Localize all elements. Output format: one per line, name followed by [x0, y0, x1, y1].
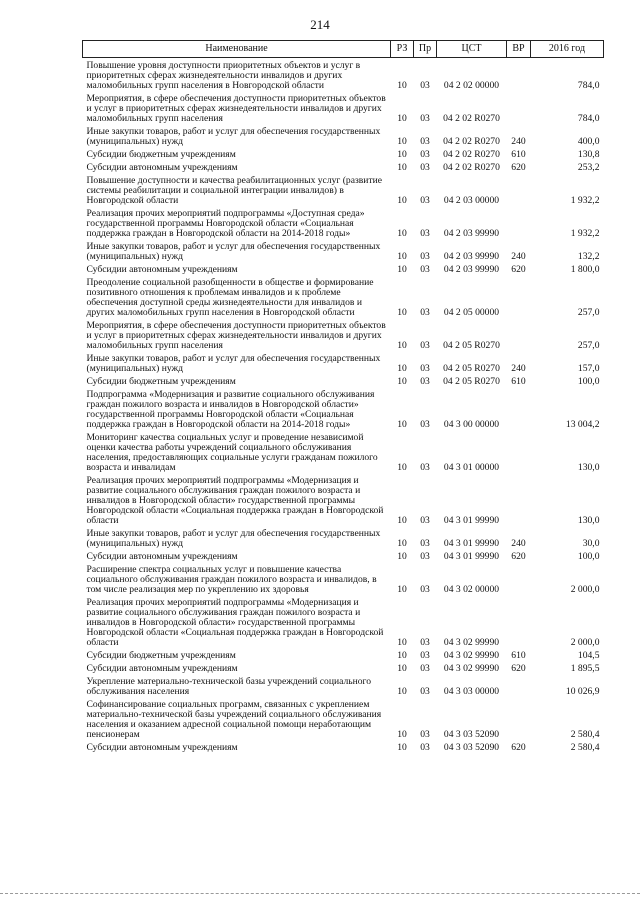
row-rz: 10: [397, 228, 407, 239]
row-cst: 04 2 03 99990: [443, 228, 500, 239]
row-amount: 2 580,4: [570, 729, 600, 740]
row-rz: 10: [397, 80, 407, 91]
row-pr: 03: [420, 663, 430, 674]
row-cst: 04 3 01 99990: [443, 551, 500, 562]
row-pr: 03: [420, 376, 430, 387]
table-row: [83, 58, 604, 92]
row-vr: [507, 318, 531, 351]
row-rz: 10: [397, 663, 407, 674]
row-rz: 10: [397, 195, 407, 206]
table-row: [83, 262, 604, 275]
row-amount: 130,0: [577, 515, 600, 526]
row-cst: 04 2 02 R0270: [443, 136, 500, 147]
row-cst: 04 2 02 R0270: [443, 149, 500, 160]
row-amount: 2 000,0: [570, 584, 600, 595]
row-vr: 620: [511, 264, 526, 275]
row-rz: 10: [397, 637, 407, 648]
row-vr: 610: [511, 149, 526, 160]
table-row: [83, 160, 604, 173]
row-vr: [507, 91, 531, 124]
row-rz: 10: [397, 515, 407, 526]
row-amount: 257,0: [577, 307, 600, 318]
row-vr: 240: [511, 251, 526, 262]
row-amount: 784,0: [577, 113, 600, 124]
row-rz: 10: [397, 686, 407, 697]
row-vr: [507, 674, 531, 697]
row-rz: 10: [397, 136, 407, 147]
row-name: Субсидии автономным учреждениям: [86, 551, 238, 562]
page-bottom-rule: [0, 893, 640, 894]
row-amount: 1 895,5: [570, 663, 600, 674]
row-cst: 04 2 02 00000: [443, 80, 500, 91]
row-pr: 03: [420, 228, 430, 239]
row-cst: 04 3 02 00000: [443, 584, 500, 595]
table-row: [83, 661, 604, 674]
row-amount: 257,0: [577, 340, 600, 351]
row-amount: 132,2: [577, 251, 600, 262]
row-rz: 10: [397, 419, 407, 430]
row-cst: 04 2 05 R0270: [443, 340, 500, 351]
row-vr: [507, 430, 531, 473]
row-pr: 03: [420, 307, 430, 318]
table-header-row: [83, 41, 604, 58]
row-pr: 03: [420, 462, 430, 473]
row-pr: 03: [420, 538, 430, 549]
row-cst: 04 2 05 00000: [443, 307, 500, 318]
row-vr: 620: [511, 742, 526, 753]
row-name: Субсидии автономным учреждениям: [86, 742, 238, 753]
budget-table: [82, 40, 604, 753]
row-vr: [507, 275, 531, 318]
row-name: Преодоление социальной разобщенности в обществе и формирование позитивного отношения к проблемам инвалидов и к проблеме обеспечения доступной среды жизнедеятельности для инвалидов и других маломобильных групп населения в Новгородской области: [86, 277, 374, 318]
row-pr: 03: [420, 113, 430, 124]
table-row: [83, 387, 604, 430]
header-vr: ВР: [507, 41, 531, 58]
row-vr: [507, 387, 531, 430]
row-cst: 04 2 03 99990: [443, 251, 500, 262]
row-amount: 1 932,2: [570, 195, 600, 206]
row-pr: 03: [420, 80, 430, 91]
row-name: Расширение спектра социальных услуг и повышение качества социального обслуживания граждан пожилого возраста и инвалидов, в том числе реализация мер по укреплению их здоровья: [86, 564, 377, 595]
row-pr: 03: [420, 650, 430, 661]
row-cst: 04 2 05 R0270: [443, 363, 500, 374]
row-name: Субсидии автономным учреждениям: [86, 264, 238, 275]
row-name: Субсидии автономным учреждениям: [86, 162, 238, 173]
row-name: Иные закупки товаров, работ и услуг для обеспечения государственных (муниципальных) нужд: [86, 528, 381, 549]
table-row: [83, 697, 604, 740]
row-pr: 03: [420, 742, 430, 753]
row-rz: 10: [397, 376, 407, 387]
row-vr: [507, 206, 531, 239]
row-pr: 03: [420, 251, 430, 262]
row-vr: [507, 595, 531, 648]
row-pr: 03: [420, 637, 430, 648]
page-number: 214: [310, 17, 330, 32]
row-amount: 253,2: [577, 162, 600, 173]
table-row: [83, 91, 604, 124]
row-name: Реализация прочих мероприятий подпрограммы «Модернизация и развитие социального обслуживания граждан пожилого возраста и инвалидов в Новгородской области» государственной программы Новгородской области «Социальная поддержка граждан в Новгородской области: [86, 597, 384, 648]
row-vr: 240: [511, 363, 526, 374]
table-row: [83, 173, 604, 206]
table-row: [83, 430, 604, 473]
row-rz: 10: [397, 307, 407, 318]
row-rz: 10: [397, 340, 407, 351]
row-vr: 610: [511, 376, 526, 387]
row-name: Повышение уровня доступности приоритетных объектов и услуг в приоритетных сферах жизнедеятельности инвалидов и других маломобильных групп населения в Новгородской области: [86, 60, 361, 91]
table-row: [83, 206, 604, 239]
row-amount: 10 026,9: [565, 686, 600, 697]
header-cst: ЦСТ: [437, 41, 507, 58]
row-pr: 03: [420, 149, 430, 160]
row-name: Субсидии бюджетным учреждениям: [86, 650, 236, 661]
row-vr: [507, 173, 531, 206]
row-rz: 10: [397, 113, 407, 124]
header-year: 2016 год: [531, 41, 604, 58]
row-amount: 2 000,0: [570, 637, 600, 648]
row-amount: 13 004,2: [565, 419, 600, 430]
row-amount: 130,0: [577, 462, 600, 473]
row-amount: 784,0: [577, 80, 600, 91]
table-row: [83, 374, 604, 387]
row-name: Подпрограмма «Модернизация и развитие социального обслуживания граждан пожилого возраста и инвалидов в Новгородской области» государственной программы Новгородской области «Социальная поддержка граждан в Новгородской области на 2014-2018 годы»: [86, 389, 375, 430]
row-amount: 30,0: [582, 538, 600, 549]
row-name: Иные закупки товаров, работ и услуг для обеспечения государственных (муниципальных) нужд: [86, 353, 381, 374]
header-rz: РЗ: [391, 41, 414, 58]
table-row: [83, 740, 604, 753]
row-vr: 620: [511, 663, 526, 674]
row-pr: 03: [420, 551, 430, 562]
row-name: Укрепление материально-технической базы учреждений социального обслуживания населения: [86, 676, 372, 697]
table-row: [83, 239, 604, 262]
row-pr: 03: [420, 515, 430, 526]
row-rz: 10: [397, 742, 407, 753]
row-amount: 1 800,0: [570, 264, 600, 275]
row-amount: 1 932,2: [570, 228, 600, 239]
row-rz: 10: [397, 363, 407, 374]
row-vr: [507, 697, 531, 740]
row-cst: 04 3 03 00000: [443, 686, 500, 697]
row-pr: 03: [420, 729, 430, 740]
row-amount: 400,0: [577, 136, 600, 147]
row-name: Софинансирование социальных программ, связанных с укреплением материально-технической базы учреждений социального обслуживания населения и оказанием адресной социальной помощи неработающим пенсионерам: [86, 699, 382, 740]
row-cst: 04 2 02 R0270: [443, 113, 500, 124]
row-cst: 04 3 01 99990: [443, 515, 500, 526]
row-name: Реализация прочих мероприятий подпрограммы «Доступная среда» государственной программы Новгородской области «Социальная поддержка граждан в Новгородской области на 2014-2018 годы»: [86, 208, 365, 239]
row-name: Мероприятия, в сфере обеспечения доступности приоритетных объектов и услуг в приоритетных сферах жизнедеятельности инвалидов и других маломобильных групп населения: [86, 320, 386, 351]
row-vr: 240: [511, 136, 526, 147]
row-pr: 03: [420, 162, 430, 173]
row-vr: 240: [511, 538, 526, 549]
row-name: Иные закупки товаров, работ и услуг для обеспечения государственных (муниципальных) нужд: [86, 126, 381, 147]
row-rz: 10: [397, 162, 407, 173]
row-name: Повышение доступности и качества реабилитационных услуг (развитие системы реабилитации и социальной интеграции инвалидов) в Новгородской области: [86, 175, 383, 206]
row-cst: 04 3 02 99990: [443, 637, 500, 648]
row-rz: 10: [397, 538, 407, 549]
row-cst: 04 3 02 99990: [443, 650, 500, 661]
row-cst: 04 3 03 52090: [443, 729, 500, 740]
row-name: Субсидии автономным учреждениям: [86, 663, 238, 674]
header-name: Наименование: [83, 41, 391, 58]
row-amount: 104,5: [577, 650, 600, 661]
row-cst: 04 3 02 99990: [443, 663, 500, 674]
row-pr: 03: [420, 340, 430, 351]
row-name: Субсидии бюджетным учреждениям: [86, 376, 236, 387]
table-row: [83, 318, 604, 351]
row-vr: 610: [511, 650, 526, 661]
row-name: Субсидии бюджетным учреждениям: [86, 149, 236, 160]
row-name: Мониторинг качества социальных услуг и проведение независимой оценки качества работы учреждений социального обслуживания населения, предоставляющих социальные услуги гражданам пожилого возраста и инвалидам: [86, 432, 378, 473]
header-pr: Пр: [414, 41, 437, 58]
row-amount: 157,0: [577, 363, 600, 374]
row-rz: 10: [397, 251, 407, 262]
row-rz: 10: [397, 729, 407, 740]
row-cst: 04 3 00 00000: [443, 419, 500, 430]
table-row: [83, 351, 604, 374]
row-name: Реализация прочих мероприятий подпрограммы «Модернизация и развитие социального обслуживания граждан пожилого возраста и инвалидов в Новгородской области» государственной программы Новгородской области «Социальная поддержка граждан в Новгородской области: [86, 475, 384, 526]
table-row: [83, 147, 604, 160]
row-amount: 130,8: [577, 149, 600, 160]
row-pr: 03: [420, 136, 430, 147]
row-vr: 620: [511, 162, 526, 173]
table-row: [83, 473, 604, 526]
table-row: [83, 549, 604, 562]
table-row: [83, 674, 604, 697]
row-cst: 04 3 03 52090: [443, 742, 500, 753]
row-cst: 04 2 02 R0270: [443, 162, 500, 173]
row-name: Иные закупки товаров, работ и услуг для обеспечения государственных (муниципальных) нужд: [86, 241, 381, 262]
row-amount: 2 580,4: [570, 742, 600, 753]
table-row: [83, 562, 604, 595]
row-rz: 10: [397, 149, 407, 160]
row-amount: 100,0: [577, 376, 600, 387]
row-pr: 03: [420, 195, 430, 206]
row-rz: 10: [397, 584, 407, 595]
row-cst: 04 3 01 00000: [443, 462, 500, 473]
table-row: [83, 648, 604, 661]
row-rz: 10: [397, 650, 407, 661]
row-rz: 10: [397, 264, 407, 275]
table-row: [83, 275, 604, 318]
row-name: Мероприятия, в сфере обеспечения доступности приоритетных объектов и услуг в приоритетных сферах жизнедеятельности инвалидов и других маломобильных групп населения: [86, 93, 386, 124]
row-pr: 03: [420, 584, 430, 595]
table-row: [83, 595, 604, 648]
table-row: [83, 526, 604, 549]
row-cst: 04 2 03 99990: [443, 264, 500, 275]
row-rz: 10: [397, 462, 407, 473]
table-row: [83, 124, 604, 147]
row-amount: 100,0: [577, 551, 600, 562]
row-cst: 04 3 01 99990: [443, 538, 500, 549]
row-pr: 03: [420, 419, 430, 430]
row-cst: 04 2 03 00000: [443, 195, 500, 206]
row-vr: [507, 473, 531, 526]
row-rz: 10: [397, 551, 407, 562]
row-vr: [507, 58, 531, 92]
row-vr: [507, 562, 531, 595]
row-pr: 03: [420, 363, 430, 374]
row-vr: 620: [511, 551, 526, 562]
row-pr: 03: [420, 264, 430, 275]
row-pr: 03: [420, 686, 430, 697]
row-cst: 04 2 05 R0270: [443, 376, 500, 387]
